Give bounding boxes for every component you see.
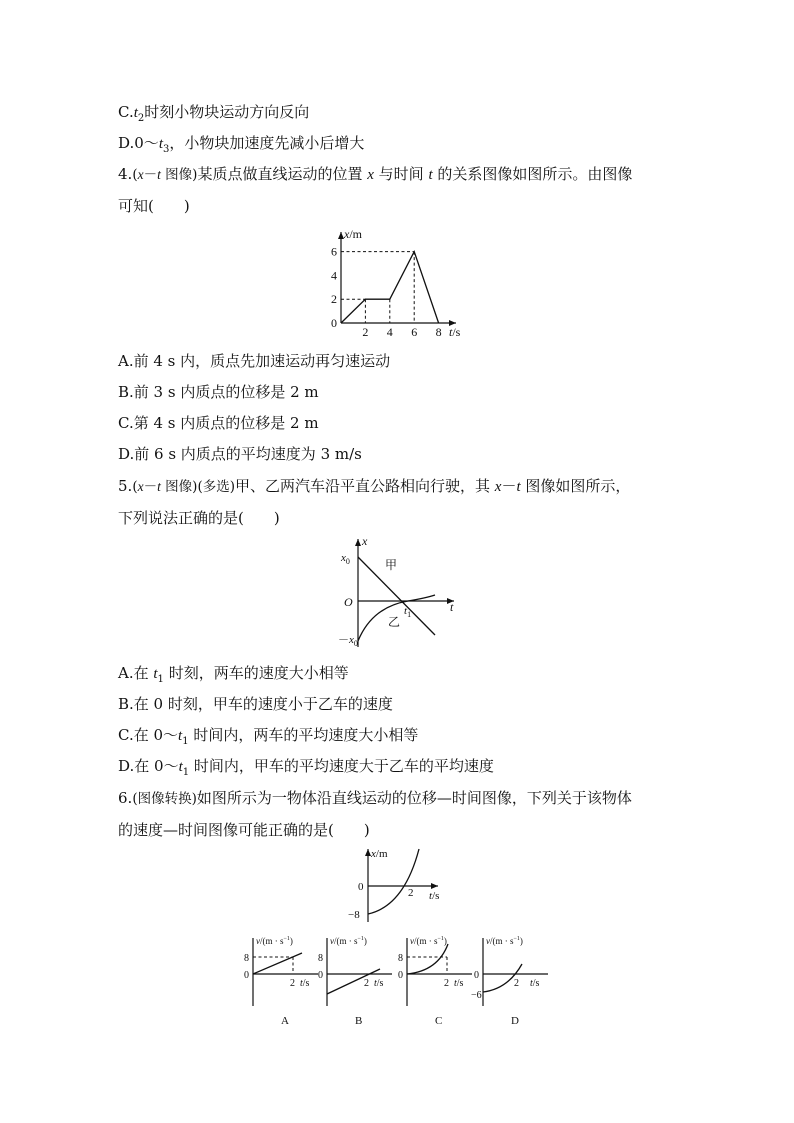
q5-car-b-label: 乙 xyxy=(388,615,401,629)
q6-a-x-tick: 2 xyxy=(290,978,295,989)
q6-a-line xyxy=(253,953,302,974)
q4-graph xyxy=(326,226,476,341)
q5-car-a-label: 甲 xyxy=(385,558,398,572)
q6-b-y-tick: 8 xyxy=(318,953,323,964)
q6-main-y-neg: −8 xyxy=(348,909,360,921)
q4-y-tick-4: 4 xyxy=(331,268,337,283)
q5-stem: 5.(x－t 图像)(多选)甲、乙两汽车沿平直公路相向行驶，其 x－t 图像如图所示， xyxy=(118,477,631,495)
q6-main-x-label: t/s xyxy=(429,890,440,902)
q4-stem: 4.(x－t 图像)某质点做直线运动的位置 x 与时间 t 的关系图像如图所示。由图像 xyxy=(118,165,633,183)
q6-a-y-label: $v/(m \cdot s^{-1})$ xyxy=(256,936,293,946)
q3-option-d: $D.0\sim t_3$，小物块加速度先减小后增大 xyxy=(118,134,365,155)
q3-option-c: $C.t_2$时刻小物块运动方向反向 xyxy=(118,103,310,124)
q4-tag: (x－t 图像) xyxy=(132,167,198,183)
q6-stem: 6.(图像转换)如图所示为一物体沿直线运动的位移—时间图像，下列关于该物体 xyxy=(118,789,632,807)
q5-t1-label: $t_1$ xyxy=(404,605,412,619)
q6-b-origin: 0 xyxy=(318,970,323,981)
q6-c-x-tick: 2 xyxy=(444,978,449,989)
q6-b-y-label: $v/(m \cdot s^{-1})$ xyxy=(330,936,367,946)
q5-x-axis-label: t xyxy=(450,600,454,614)
q4-x-label: t/s xyxy=(449,325,461,339)
q6-a-letter: A xyxy=(281,1015,289,1027)
q4-option-c[interactable]: C.第 4 s 内质点的位移是 2 m xyxy=(118,414,319,432)
q6-main-y-label: x/m xyxy=(371,848,388,860)
q6-tag: (图像转换) xyxy=(132,791,197,807)
q4-origin: 0 xyxy=(331,316,337,330)
q4-x-tick-8: 8 xyxy=(435,325,442,339)
q6-main-x-tick: 2 xyxy=(408,887,414,899)
q5-option-d[interactable]: D.在 $0\sim t_1$ 时间内，甲车的平均速度大于乙车的平均速度 xyxy=(118,757,494,778)
q6-d-x-tick: 2 xyxy=(514,978,519,989)
q6-c-y-label: $v/(m \cdot s^{-1})$ xyxy=(410,936,447,946)
q4-y-label: x/m xyxy=(344,227,362,241)
q5-option-b[interactable]: B.在 0 时刻，甲车的速度小于乙车的速度 xyxy=(118,695,393,713)
q6-choice-c[interactable] xyxy=(394,934,480,1029)
q6-d-origin: 0 xyxy=(474,970,479,981)
q4-y-tick-2: 2 xyxy=(331,292,337,307)
q5-stem-line2: 下列说法正确的是( ) xyxy=(118,509,280,527)
q6-b-x-tick: 2 xyxy=(364,978,369,989)
q4-x-tick-6: 6 xyxy=(411,325,418,339)
q6-a-y-tick: 8 xyxy=(244,953,249,964)
q5-y-top-label: $x_0$ xyxy=(341,552,350,566)
q4-option-a[interactable]: A.前 4 s 内，质点先加速运动再匀速运动 xyxy=(118,352,391,370)
q6-d-letter: D xyxy=(511,1015,519,1027)
q6-main-graph xyxy=(346,846,446,924)
q6-b-letter: B xyxy=(355,1015,363,1027)
q5-graph xyxy=(338,535,468,653)
q6-a-x-label: t/s xyxy=(300,978,310,989)
q6-c-y-tick: 8 xyxy=(398,953,403,964)
q6-stem-line2: 的速度—时间图像可能正确的是( ) xyxy=(118,821,370,839)
q6-b-x-label: t/s xyxy=(374,978,384,989)
q6-b-line xyxy=(327,969,380,994)
q6-main-origin: 0 xyxy=(358,881,364,893)
q6-c-x-label: t/s xyxy=(454,978,464,989)
q5-tag: (x－t 图像)(多选) xyxy=(132,479,235,495)
q5-y-axis-label: x xyxy=(362,534,368,548)
q5-option-a[interactable]: A.在 $t_1$ 时刻，两车的速度大小相等 xyxy=(118,664,349,685)
q4-option-d[interactable]: D.前 6 s 内质点的平均速度为 3 m/s xyxy=(118,445,362,463)
q4-option-b[interactable]: B.前 3 s 内质点的位移是 2 m xyxy=(118,383,319,401)
q6-c-origin: 0 xyxy=(398,970,403,981)
q6-a-origin: 0 xyxy=(244,970,249,981)
q6-choice-d[interactable] xyxy=(470,934,556,1029)
q6-d-y-tick: −6 xyxy=(471,990,482,1001)
q5-origin-label: O xyxy=(344,595,353,609)
q4-x-tick-2: 2 xyxy=(362,325,369,339)
q6-c-curve xyxy=(407,944,448,974)
q5-option-c[interactable]: C.在 $0\sim t_1$ 时间内，两车的平均速度大小相等 xyxy=(118,726,419,747)
q5-y-bottom-label: $-x_0$ xyxy=(338,634,358,648)
q4-stem-line2: 可知( ) xyxy=(118,197,190,215)
q4-x-tick-4: 4 xyxy=(386,325,393,339)
q4-y-tick-6: 6 xyxy=(331,244,337,259)
q6-c-letter: C xyxy=(435,1015,443,1027)
q6-d-x-label: t/s xyxy=(530,978,540,989)
q6-d-y-label: $v/(m \cdot s^{-1})$ xyxy=(486,936,523,946)
q6-choice-b[interactable] xyxy=(314,934,400,1029)
